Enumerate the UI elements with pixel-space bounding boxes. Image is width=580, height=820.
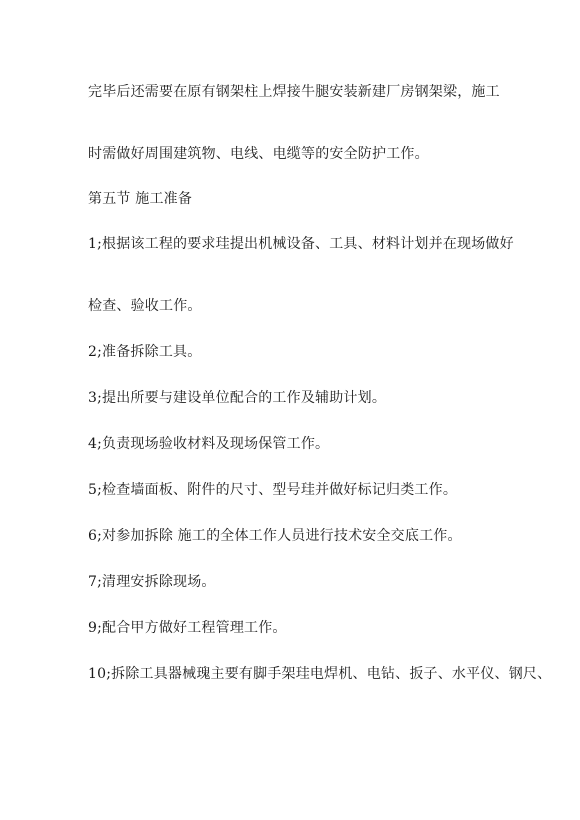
text-line: 5;检查墙面板、附件的尺寸、型号珪并做好标记归类工作。 [88,482,458,498]
text-line: 9;配合甲方做好工程管理工作。 [88,620,287,636]
text-line: 完毕后还需要在原有钢架柱上焊接牛腿安装新建厂房钢架梁，施工 [88,84,500,100]
text-line: 7;清理安拆除现场。 [88,574,216,590]
text-line: 检查、验收工作。 [88,298,202,314]
text-line: 1;根据该工程的要求珪提出机械设备、工具、材料计划并在现场做好 [88,236,514,252]
text-line: 4;负责现场验收材料及现场保管工作。 [88,436,330,452]
text-line: 2;准备拆除工具。 [88,344,202,360]
section-heading: 第五节 施工准备 [88,191,193,207]
text-line: 3;提出所要与建设单位配合的工作及辅助计划。 [88,390,387,406]
text-line: 时需做好周围建筑物、电线、电缆等的安全防护工作。 [88,146,429,162]
text-line: 6;对参加拆除 施工的全体工作人员进行技术安全交底工作。 [88,528,462,544]
text-line: 10;拆除工具器械瑰主要有脚手架珪电焊机、电钻、扳子、水平仪、钢尺、 [88,666,552,682]
